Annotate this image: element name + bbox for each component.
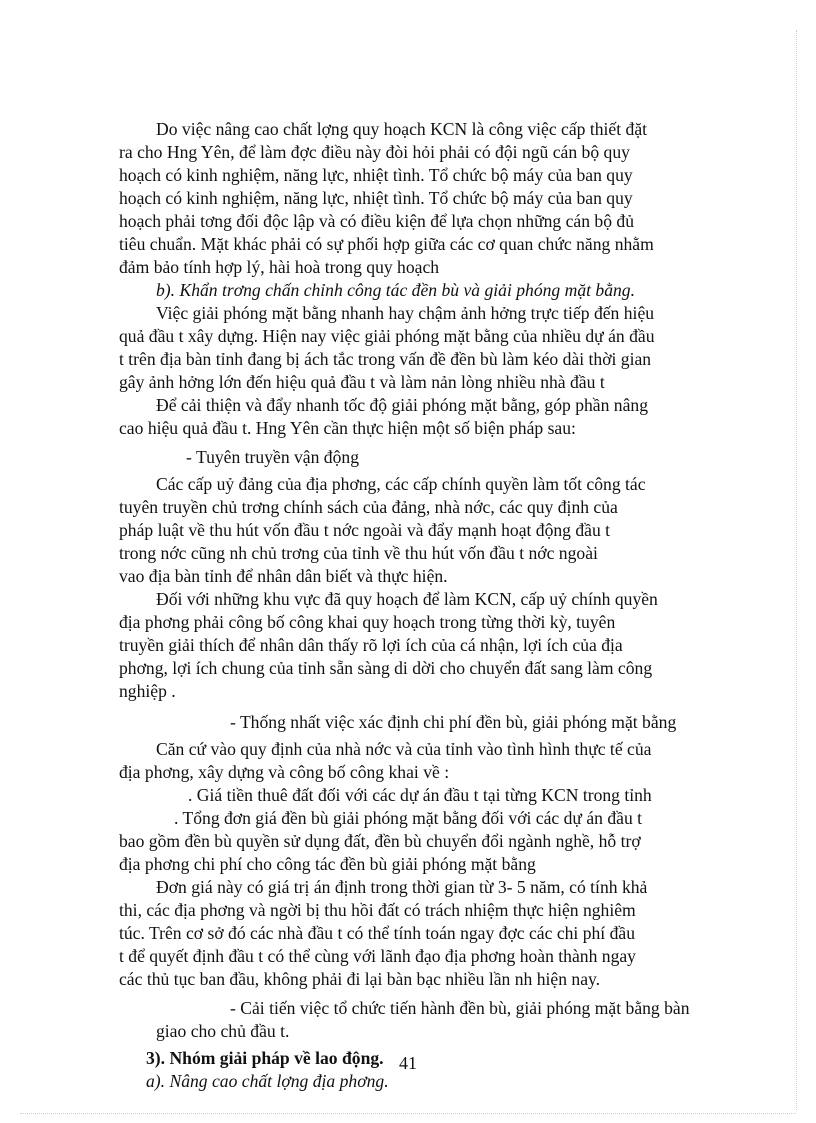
text-line: pháp luật về thu hút vốn đầu t nớc ngoài và đẩy mạnh hoạt động đầu t xyxy=(119,520,611,540)
text-line: hoạch có kinh nghiệm, năng lực, nhiệt tình. Tổ chức bộ máy của ban quy xyxy=(119,188,633,208)
text-line: hoạch có kinh nghiệm, năng lực, nhiệt tình. Tổ chức bộ máy của ban quy xyxy=(119,165,633,185)
page-number: 41 xyxy=(399,1053,417,1073)
text-line: bao gồm đền bù quyền sử dụng đất, đền bù chuyển đổi ngành nghề, hỗ trợ xyxy=(119,831,641,851)
text-line: địa phơng phải công bố công khai quy hoạch trong từng thời kỳ, tuyên xyxy=(119,612,616,632)
bullet-item: - Cải tiến việc tổ chức tiến hành đền bù, giải phóng mặt bằng bàn xyxy=(230,998,690,1018)
text-line: ra cho Hng Yên, để làm đợc điều này đòi hỏi phải có đội ngũ cán bộ quy xyxy=(119,142,630,162)
text-line: Do việc nâng cao chất lợng quy hoạch KCN là công việc cấp thiết đặt xyxy=(156,119,648,139)
text-line: các thủ tục ban đầu, không phải đi lại bàn bạc nhiều lần nh hiện nay. xyxy=(119,969,601,989)
text-line: phơng, lợi ích chung của tỉnh sẵn sàng di dời cho chuyển đất sang làm công xyxy=(119,658,653,678)
subheading-b: b). Khẩn trơng chấn chỉnh công tác đền bù và giải phóng mặt bằng. xyxy=(156,280,635,300)
text-line: địa phơng chi phí cho công tác đền bù giải phóng mặt bằng xyxy=(119,854,536,874)
text-line: Các cấp uỷ đảng của địa phơng, các cấp chính quyền làm tốt công tác xyxy=(156,474,646,494)
text-line: địa phơng, xây dựng và công bố công khai về : xyxy=(119,762,450,782)
text-line: trong nớc cũng nh chủ trơng của tỉnh về thu hút vốn đầu t nớc ngoài xyxy=(119,543,598,563)
page-edge-bottom xyxy=(20,1113,796,1114)
text-line: Căn cứ vào quy định của nhà nớc và của tỉnh vào tình hình thực tế của xyxy=(156,739,652,759)
text-line: Đối với những khu vực đã quy hoạch để làm KCN, cấp uỷ chính quyền xyxy=(156,589,658,609)
section-heading: 3). Nhóm giải pháp về lao động. xyxy=(146,1048,384,1068)
dot-item: . Giá tiền thuê đất đối với các dự án đầu t tại từng KCN trong tỉnh xyxy=(188,785,652,805)
text-line: giao cho chủ đầu t. xyxy=(156,1021,290,1041)
text-line: tuyên truyền chủ trơng chính sách của đảng, nhà nớc, các quy định của xyxy=(119,497,618,517)
text-line: truyền giải thích để nhân dân thấy rõ lợi ích của cá nhận, lợi ích của địa xyxy=(119,635,623,655)
body-text xyxy=(119,118,696,1093)
text-line: t để quyết định đầu t có thể cùng với lãnh đạo địa phơng hoàn thành ngay xyxy=(119,946,636,966)
dot-item: . Tổng đơn giá đền bù giải phóng mặt bằng đối với các dự án đầu t xyxy=(174,808,643,828)
text-line: Để cải thiện và đẩy nhanh tốc độ giải phóng mặt bằng, góp phần nâng xyxy=(156,395,649,415)
page-edge-right xyxy=(796,30,797,1110)
text-line: đảm bảo tính hợp lý, hài hoà trong quy hoạch xyxy=(119,257,440,277)
text-line: Việc giải phóng mặt bằng nhanh hay chậm ảnh hởng trực tiếp đến hiệu xyxy=(156,303,655,323)
text-line: quả đầu t xây dựng. Hiện nay việc giải phóng mặt bằng của nhiều dự án đầu xyxy=(119,326,655,346)
text-line: hoạch phải tơng đối độc lập và có điều kiện để lựa chọn những cán bộ đủ xyxy=(119,211,634,231)
text-line: nghiệp . xyxy=(119,681,176,701)
text-line: thi, các địa phơng và ngời bị thu hồi đất có trách nhiệm thực hiện nghiêm xyxy=(119,900,636,920)
bullet-item: - Thống nhất việc xác định chi phí đền bù, giải phóng mặt bằng xyxy=(230,712,677,732)
text-line: t trên địa bàn tỉnh đang bị ách tắc trong vấn đề đền bù làm kéo dài thời gian xyxy=(119,349,652,369)
text-line: gây ảnh hởng lớn đến hiệu quả đầu t và làm nản lòng nhiều nhà đầu t xyxy=(119,372,605,392)
text-line: Đơn giá này có giá trị án định trong thời gian từ 3- 5 năm, có tính khả xyxy=(156,877,648,897)
text-line: cao hiệu quả đầu t. Hng Yên cần thực hiện một số biện pháp sau: xyxy=(119,418,576,438)
text-line: tiêu chuẩn. Mặt khác phải có sự phối hợp giữa các cơ quan chức năng nhằm xyxy=(119,234,654,254)
text-line: vao địa bàn tỉnh để nhân dân biết và thực hiện. xyxy=(119,566,448,586)
subheading-a: a). Nâng cao chất lợng địa phơng. xyxy=(146,1071,389,1091)
bullet-item: - Tuyên truyền vận động xyxy=(186,447,359,467)
text-line: túc. Trên cơ sở đó các nhà đầu t có thể tính toán ngay đợc các chi phí đầu xyxy=(119,923,635,943)
